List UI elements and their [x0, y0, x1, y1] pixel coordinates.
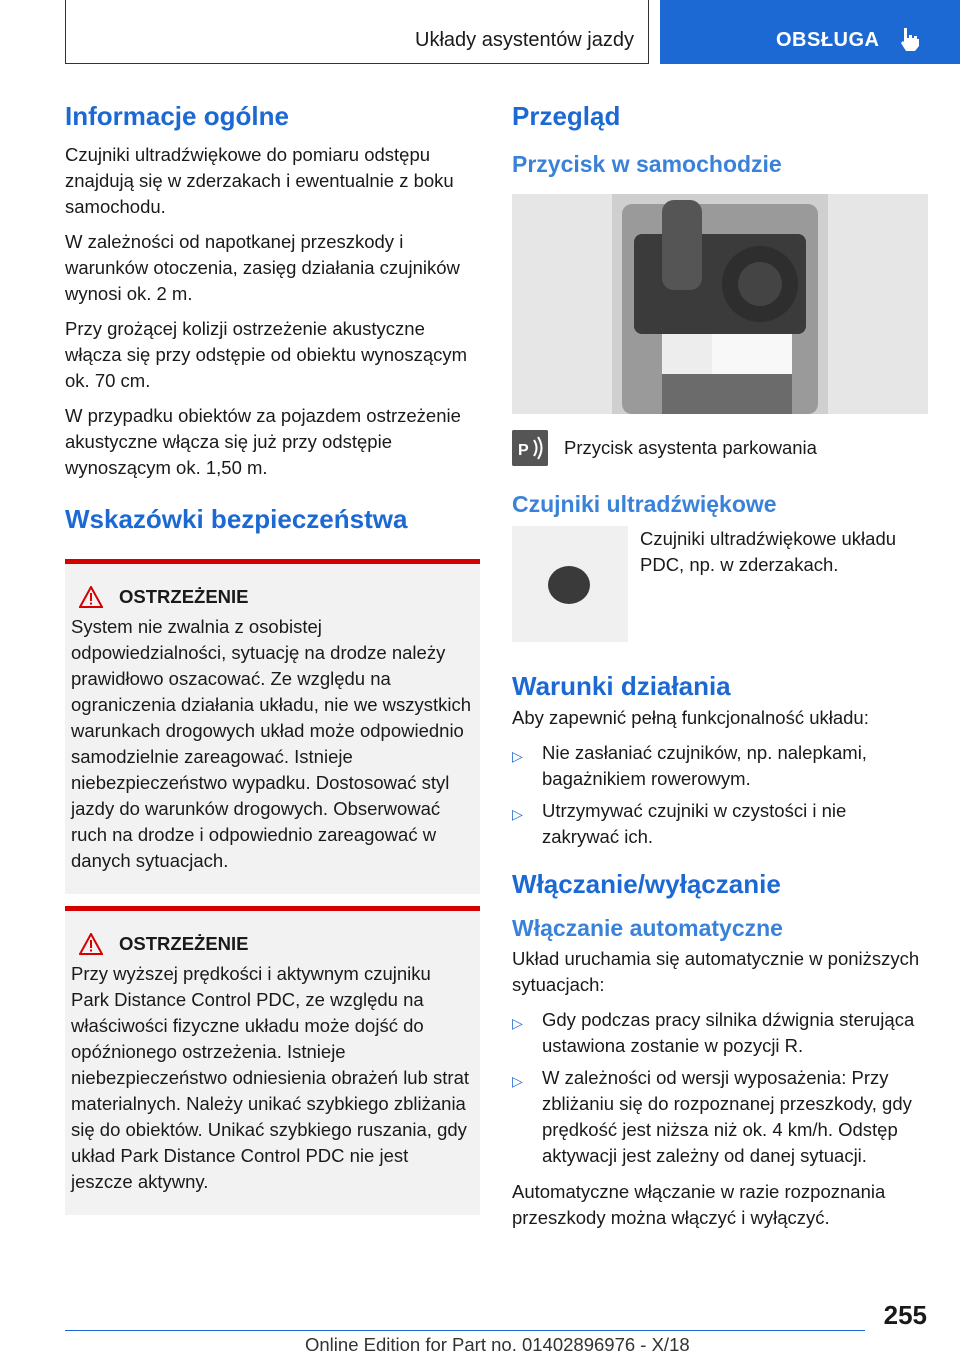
- triangle-bullet-icon: ▷: [512, 1015, 523, 1032]
- sensor-photo: [512, 526, 628, 642]
- svg-text:P: P: [518, 441, 529, 459]
- chapter-title: OBSŁUGA: [776, 29, 880, 51]
- paragraph: Przy grożącej kolizji ostrzeżenie akustyczne włącza się przy odstępie od obiektu wynoszącym ok. 70 cm.: [65, 317, 468, 391]
- auto-intro: Układ uruchamia się automatycznie w poniższych sytuacjach:: [512, 948, 920, 996]
- list-item: ▷ W zależności od wersji wyposażenia: Przy zbliżaniu się do rozpoznanej przeszkody, gdy prędkość jest niższa niż ok. 4 km/h. Odstęp aktywacji jest zależny od danej sytuacji.: [512, 1065, 928, 1169]
- list-item: ▷ Utrzymywać czujniki w czystości i nie zakrywać ich.: [512, 798, 928, 850]
- warning-box: [65, 559, 480, 894]
- warning-label: OSTRZEŻENIE: [119, 585, 249, 607]
- heading-general: Informacje ogólne: [65, 101, 289, 131]
- warning-label: OSTRZEŻENIE: [119, 932, 249, 954]
- warning-box: [65, 906, 480, 1215]
- conditions-intro: Aby zapewnić pełną funkcjonalność układu:: [512, 707, 869, 729]
- heading-conditions: Warunki działania: [512, 670, 731, 701]
- paragraph: W zależności od napotkanej przeszkody i warunków otoczenia, zasięg działania czujników wynosi ok. 2 m.: [65, 230, 460, 304]
- conditions-list: [512, 740, 928, 850]
- heading-auto: Włączanie automatyczne: [512, 915, 783, 942]
- triangle-bullet-icon: ▷: [512, 748, 523, 765]
- pointing-hand-icon: [898, 26, 922, 52]
- auto-list: [512, 1007, 928, 1169]
- parking-assistant-button-icon: [512, 430, 548, 466]
- list-item: ▷ Nie zasłaniać czujników, np. nalepkami, bagażnikiem rowerowym.: [512, 740, 928, 792]
- footer-divider: [65, 1330, 865, 1331]
- section-title: Układy asystentów jazdy: [415, 29, 634, 51]
- sensor-row: [512, 526, 928, 642]
- right-column: [512, 100, 928, 1240]
- warning-text: Przy wyższej prędkości i aktywnym czujniku Park Distance Control PDC, ze względu na właściwości fizyczne układu może dojść do opóźnionego ostrzeżenia. Istnieje niebezpieczeństwo odniesienia obrażeń lub strat materialnych. Należy unikać szybkiego zbliżania się do obiektów. Unikać szybkiego ruszania, gdy układ Park Distance Control PDC nie jest jeszcze aktywny.: [71, 962, 470, 1192]
- triangle-bullet-icon: ▷: [512, 1073, 523, 1090]
- center-console-photo: [512, 194, 928, 414]
- triangle-bullet-icon: ▷: [512, 806, 523, 823]
- heading-overview: Przegląd: [512, 101, 621, 131]
- button-caption: Przycisk asystenta parkowania: [564, 436, 817, 458]
- sensors-text: Czujniki ultradźwiękowe układu PDC, np. w zderzakach.: [640, 527, 897, 575]
- warning-text: System nie zwalnia z osobistej odpowiedzialności, sytuację na drodze należy prawidłowo oszacować. Ze względu na ograniczenia działania układu, nie we wszystkich warunkach drogowych układ może odpowiednio samodzielnie zareagować. Istnieje niebezpieczeństwo wypadku. Dostosować styl jazdy do warunków drogowych. Obserwować ruch na drodze i odpowiednio zareagować w danych sytuacjach.: [71, 615, 472, 871]
- running-header-section: [65, 0, 649, 64]
- button-caption-row: [512, 430, 928, 470]
- chapter-tab: [660, 0, 960, 64]
- heading-sensors: Czujniki ultradźwiękowe: [512, 490, 777, 517]
- heading-onoff: Włączanie/wyłączanie: [512, 869, 781, 900]
- paragraph: W przypadku obiektów za pojazdem ostrzeżenie akustyczne włącza się już przy odstępie wynoszącym ok. 1,50 m.: [65, 404, 461, 478]
- page-number: 255: [883, 1300, 927, 1330]
- heading-safety: Wskazówki bezpieczeństwa: [65, 503, 408, 534]
- list-item: ▷ Gdy podczas pracy silnika dźwignia sterująca ustawiona zostanie w pozycji R.: [512, 1007, 928, 1059]
- paragraph: Czujniki ultradźwiękowe do pomiaru odstępu znajdują się w zderzakach i ewentualnie z boku samochodu.: [65, 143, 454, 217]
- left-column: [65, 100, 480, 1227]
- warning-triangle-icon: [79, 586, 103, 608]
- heading-button: Przycisk w samochodzie: [512, 150, 782, 177]
- warning-triangle-icon: [79, 933, 103, 955]
- auto-outro: Automatyczne włączanie w razie rozpoznania przeszkody można włączyć i wyłączyć.: [512, 1181, 886, 1229]
- footer-edition: Online Edition for Part no. 01402896976 - X/18: [305, 1334, 690, 1355]
